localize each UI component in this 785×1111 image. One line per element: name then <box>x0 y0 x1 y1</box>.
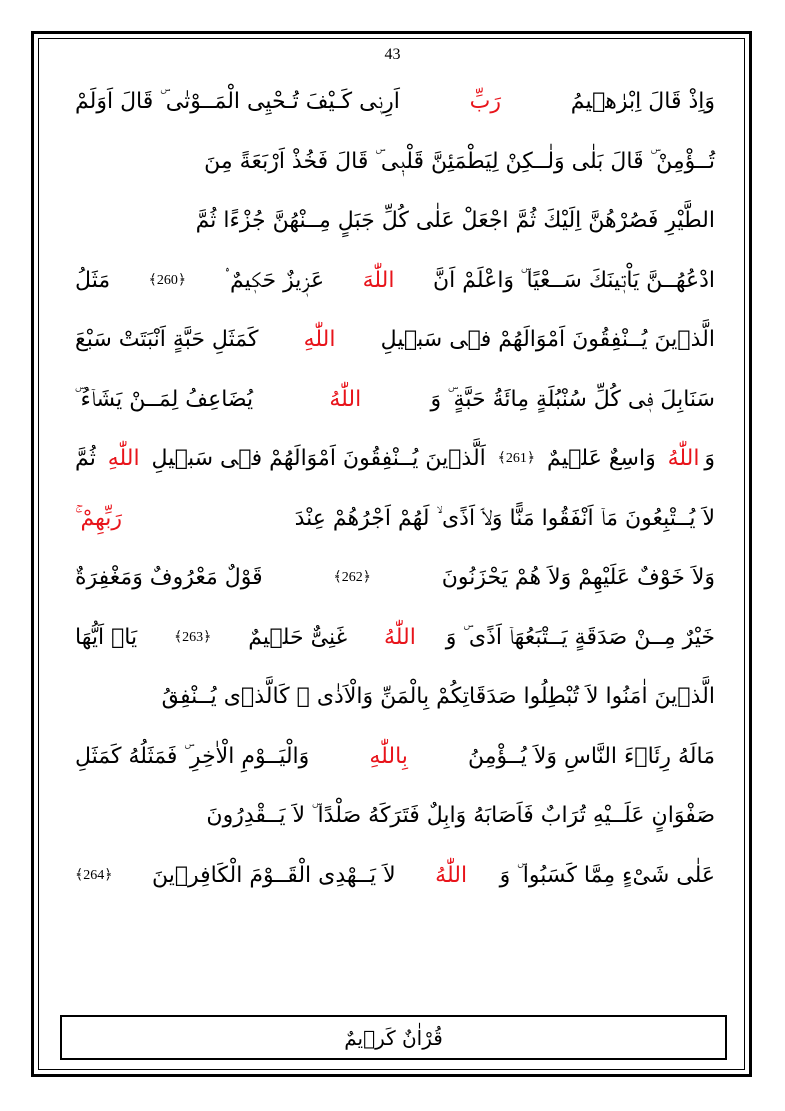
verse-line <box>75 548 715 608</box>
verse-text: غَنِىٌّ حَلٖيمٌ <box>241 624 355 650</box>
verse-line <box>75 370 715 430</box>
verse-line <box>75 846 715 906</box>
ayah-number: ﴿260﴾ <box>148 272 187 288</box>
verse-line <box>75 251 715 311</box>
ayah-number: ﴿263﴾ <box>173 629 212 645</box>
verse-text: عَلٰى شَىْءٍ مِمَّا كَسَبُوا ۜ وَ <box>499 862 715 888</box>
ayah-number: ﴿264﴾ <box>75 867 113 883</box>
divine-name-text: اللّٰهُ <box>383 624 416 650</box>
verse-text: تُــؤْمِنْ ۜ قَالَ بَلٰى وَلٰــكِنْ لِيَطْمَئِنَّ قَلْبٖى ۜ قَالَ فَخُذْ اَرْبَعَةً مِنَ <box>204 148 715 174</box>
page-number: 43 <box>384 46 401 63</box>
verse-text: الطَّيْرِ فَصُرْهُنَّ اِلَيْكَ ثُمَّ اجْعَلْ عَلٰى كُلِّ جَبَلٍ مِــنْهُنَّ جُزْءًا ثُمَّ <box>195 208 715 234</box>
verse-text: وَاِذْ قَالَ اِبْرٰهٖيمُ <box>563 89 715 115</box>
verse-text: وَ <box>704 446 715 472</box>
verse-line <box>75 608 715 668</box>
divine-name-text: اللّٰهِ <box>107 446 140 472</box>
verse-text: مَالَهُ رِئَاۤءَ النَّاسِ وَلاَ يُــؤْمِنُ <box>460 743 715 769</box>
verse-line <box>75 667 715 727</box>
divine-name-text: رَبِّ <box>469 89 502 115</box>
verse-line <box>75 132 715 192</box>
verse-text: خَيْرٌ مِــنْ صَدَقَةٍ يَــتْبَعُهَاۤ اَذًى ۜ وَ <box>445 624 715 650</box>
verse-text: وَالْيَــوْمِ الْاٰخِرِ ۜ فَمَثَلُهُ كَمَثَلِ <box>75 743 317 769</box>
verse-text: الَّذٖينَ اٰمَنُوا لاَ تُبْطِلُوا صَدَقَاتِكُمْ بِالْمَنِّ وَالْاَذٰى ۙ كَالَّذٖى يُــنْفِقُ <box>161 684 715 710</box>
verse-line <box>75 72 715 132</box>
verse-line <box>75 489 715 549</box>
ayah-number: ﴿262﴾ <box>333 570 371 586</box>
verse-text: مَثَلُ <box>75 267 118 293</box>
ayah-number: ﴿261﴾ <box>497 451 536 467</box>
divine-name-text: رَبِّهِمْ ۚ <box>75 505 123 531</box>
verse-text: عَزٖيزٌ حَكٖيمٌ ۟ <box>217 267 332 293</box>
verse-line <box>75 429 715 489</box>
verse-text: اَرِنٖى كَـيْفَ تُـحْيِى الْمَــوْتٰى ۜ قَالَ اَوَلَمْ <box>75 89 407 115</box>
verse-text: كَمَثَلِ حَبَّةٍ اَنْبَتَتْ سَبْعَ <box>75 327 266 353</box>
footer-label: قُرْاٰنٌ كَرٖيمٌ <box>344 1025 443 1050</box>
verse-text: وَلاَ خَوْفٌ عَلَيْهِمْ وَلاَ هُمْ يَحْزَنُونَ <box>434 565 715 591</box>
verse-text: الَّذٖينَ يُــنْفِقُونَ اَمْوَالَهُمْ فٖى سَبٖيلِ <box>373 327 715 353</box>
divine-name-text: اللّٰهَ <box>362 267 395 293</box>
divine-name-text: بِاللّٰهِ <box>369 743 408 769</box>
verse-text: ثُمَّ <box>75 446 103 472</box>
verse-line <box>75 191 715 251</box>
verse-text: سَنَابِلَ فٖى كُلِّ سُنْبُلَةٍ مِائَةُ حَبَّةٍ ۜ وَ <box>430 386 715 412</box>
divine-name-text: اللّٰهِ <box>303 327 336 353</box>
divine-name-text: اللّٰهُ <box>667 446 700 472</box>
divine-name-text: اللّٰهُ <box>329 386 362 412</box>
verse-text: لاَ يُــتْبِعُونَ مَاۤ اَنْفَقُوا مَنًّا وَلاَۤ اَذًى ۙ لَهُمْ اَجْرُهُمْ عِنْدَ <box>287 505 715 531</box>
verse-text: يَاۤ اَيُّهَا <box>75 624 145 650</box>
verse-text: قَوْلٌ مَعْرُوفٌ وَمَغْفِرَةٌ <box>75 565 270 591</box>
verse-text: اَلَّذٖينَ يُــنْفِقُونَ اَمْوَالَهُمْ فٖى سَبٖيلِ <box>144 446 493 472</box>
verse-text: ادْعُهُــنَّ يَاْتٖينَكَ سَــعْيًا ۜ وَاعْلَمْ اَنَّ <box>426 267 715 293</box>
quran-text-block <box>75 72 715 905</box>
verse-text: يُضَاعِفُ لِمَــنْ يَشَاۤءُ ۜ <box>75 386 261 412</box>
verse-line <box>75 786 715 846</box>
footer-box <box>60 1015 727 1060</box>
verse-line <box>75 310 715 370</box>
verse-line <box>75 727 715 787</box>
verse-text: وَاسِعٌ عَلٖيمٌ <box>539 446 663 472</box>
divine-name-text: اللّٰهُ <box>435 862 468 888</box>
verse-text: صَفْوَانٍ عَلَــيْهِ تُرَابٌ فَاَصَابَهُ وَابِلٌ فَتَرَكَهُ صَلْدًا ۜ لاَ يَــقْدِرُونَ <box>206 803 715 829</box>
verse-text: لاَ يَــهْدِى الْقَــوْمَ الْكَافِرٖينَ <box>144 862 403 888</box>
